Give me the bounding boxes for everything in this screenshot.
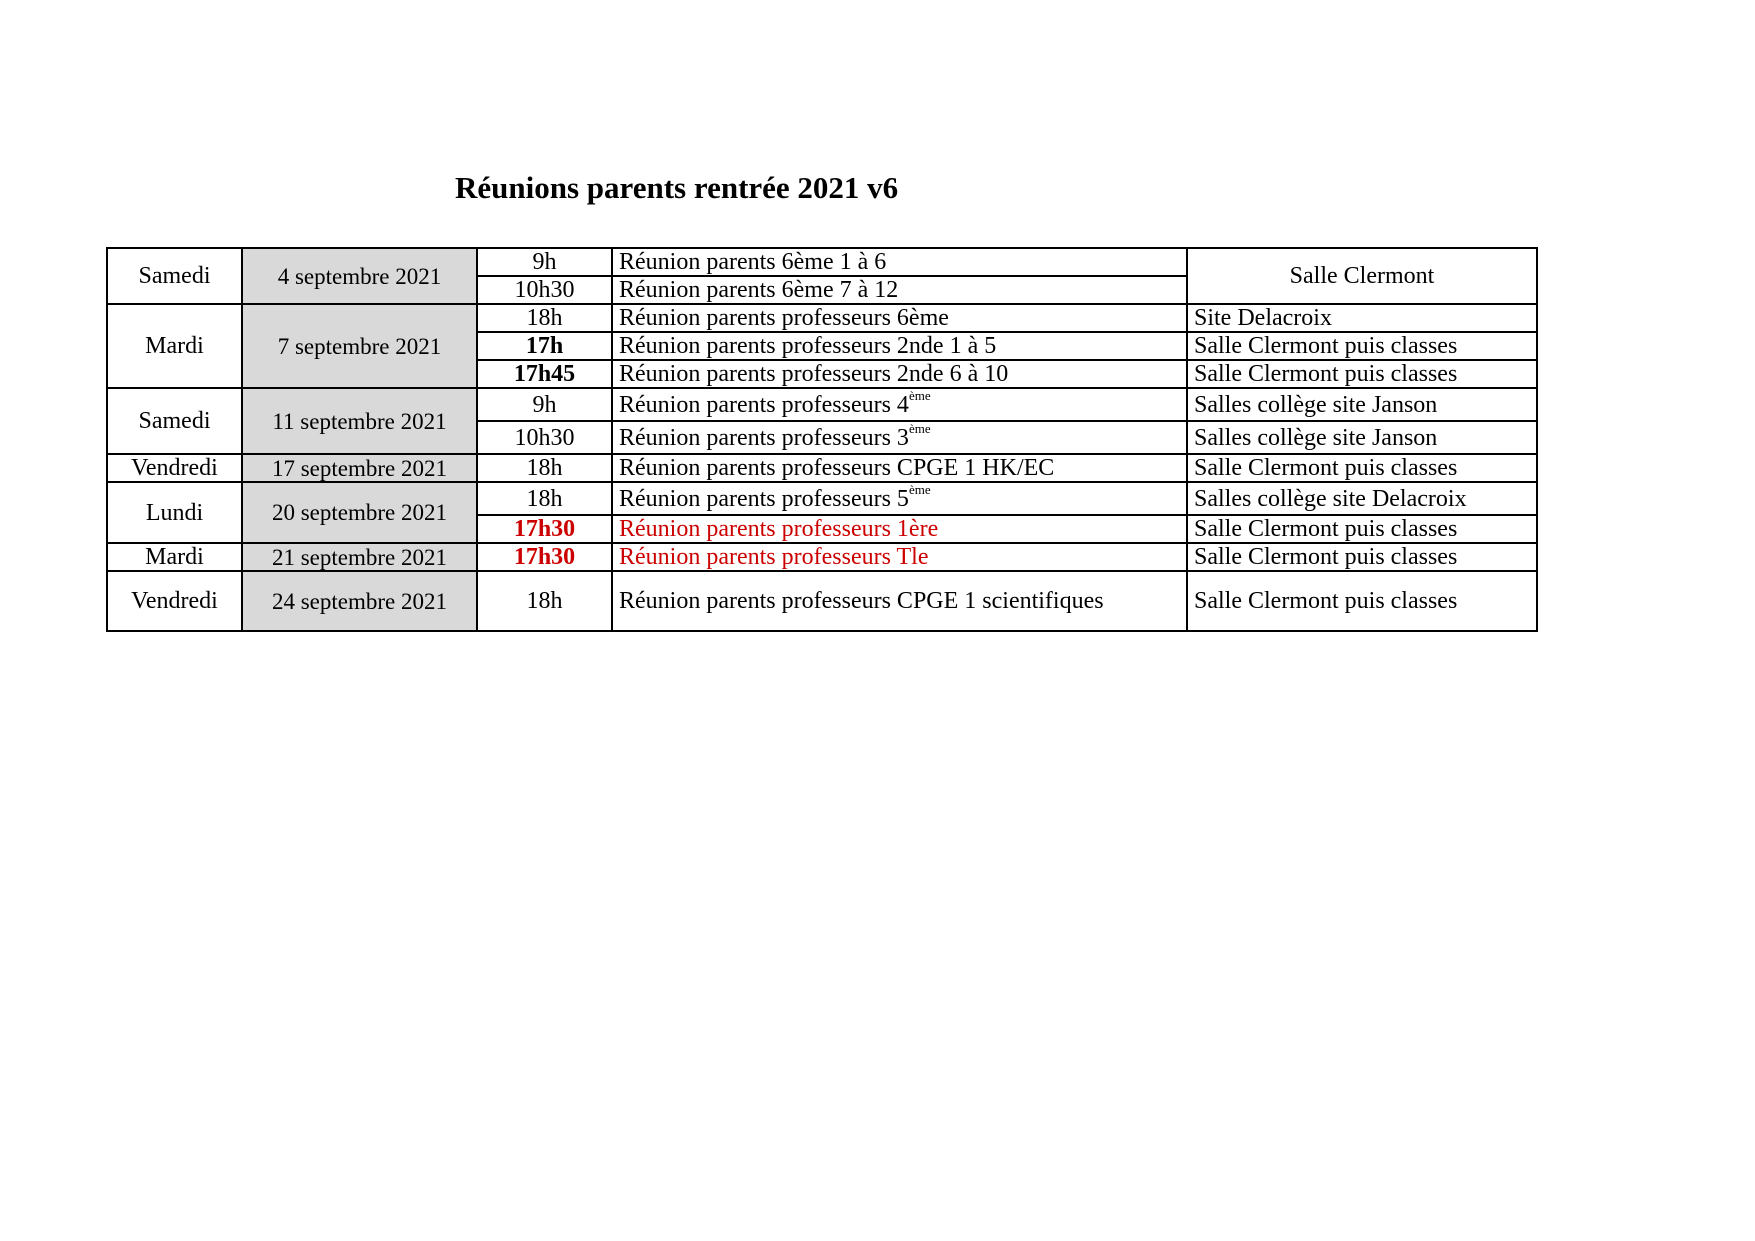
meetings-table [106, 247, 1538, 632]
day-cell: Samedi [107, 388, 242, 454]
time-cell: 18h [477, 454, 612, 482]
table-row [107, 454, 1537, 482]
description-cell: Réunion parents professeurs 2nde 6 à 10 [612, 360, 1187, 388]
date-cell: 11 septembre 2021 [242, 388, 477, 454]
day-cell: Mardi [107, 304, 242, 388]
table-row [107, 543, 1537, 571]
ordinal-suffix: ème [908, 482, 931, 497]
day-cell: Lundi [107, 482, 242, 543]
ordinal-suffix: ème [908, 421, 931, 436]
time-cell: 17h45 [477, 360, 612, 388]
place-cell: Salles collège site Janson [1187, 421, 1537, 454]
description-cell [612, 388, 1187, 421]
time-cell: 17h30 [477, 543, 612, 571]
date-cell: 20 septembre 2021 [242, 482, 477, 543]
time-cell: 9h [477, 248, 612, 276]
day-cell: Vendredi [107, 454, 242, 482]
table-row [107, 304, 1537, 332]
description-cell: Réunion parents professeurs CPGE 1 scientifiques [612, 571, 1187, 631]
ordinal-suffix: ème [908, 388, 931, 403]
time-cell: 17h30 [477, 515, 612, 543]
date-cell: 7 septembre 2021 [242, 304, 477, 388]
place-cell: Salle Clermont puis classes [1187, 360, 1537, 388]
description-text: Réunion parents professeurs 4 [619, 391, 909, 418]
place-cell: Salle Clermont puis classes [1187, 332, 1537, 360]
date-cell: 24 septembre 2021 [242, 571, 477, 631]
date-cell: 4 septembre 2021 [242, 248, 477, 304]
place-cell: Salle Clermont puis classes [1187, 571, 1537, 631]
day-cell: Vendredi [107, 571, 242, 631]
day-cell: Samedi [107, 248, 242, 304]
description-text: Réunion parents professeurs 5 [619, 485, 909, 512]
place-cell: Salle Clermont puis classes [1187, 454, 1537, 482]
time-cell: 18h [477, 571, 612, 631]
description-cell: Réunion parents 6ème 7 à 12 [612, 276, 1187, 304]
table-row [107, 482, 1537, 515]
description-text: Réunion parents professeurs 3 [619, 424, 909, 451]
time-cell: 10h30 [477, 421, 612, 454]
place-cell: Salle Clermont puis classes [1187, 543, 1537, 571]
place-cell: Salle Clermont puis classes [1187, 515, 1537, 543]
time-cell: 18h [477, 304, 612, 332]
page-title: Réunions parents rentrée 2021 v6 [455, 170, 899, 205]
day-cell: Mardi [107, 543, 242, 571]
description-cell: Réunion parents 6ème 1 à 6 [612, 248, 1187, 276]
date-cell: 21 septembre 2021 [242, 543, 477, 571]
place-cell: Salles collège site Delacroix [1187, 482, 1537, 515]
table-row [107, 571, 1537, 631]
description-cell [612, 482, 1187, 515]
table-row [107, 248, 1537, 276]
description-cell: Réunion parents professeurs 6ème [612, 304, 1187, 332]
description-cell: Réunion parents professeurs CPGE 1 HK/EC [612, 454, 1187, 482]
time-cell: 10h30 [477, 276, 612, 304]
time-cell: 17h [477, 332, 612, 360]
description-cell: Réunion parents professeurs 1ère [612, 515, 1187, 543]
place-cell: Salle Clermont [1187, 248, 1537, 304]
time-cell: 9h [477, 388, 612, 421]
time-cell: 18h [477, 482, 612, 515]
description-cell [612, 421, 1187, 454]
description-cell: Réunion parents professeurs Tle [612, 543, 1187, 571]
date-cell: 17 septembre 2021 [242, 454, 477, 482]
place-cell: Site Delacroix [1187, 304, 1537, 332]
description-cell: Réunion parents professeurs 2nde 1 à 5 [612, 332, 1187, 360]
place-cell: Salles collège site Janson [1187, 388, 1537, 421]
table-row [107, 388, 1537, 421]
